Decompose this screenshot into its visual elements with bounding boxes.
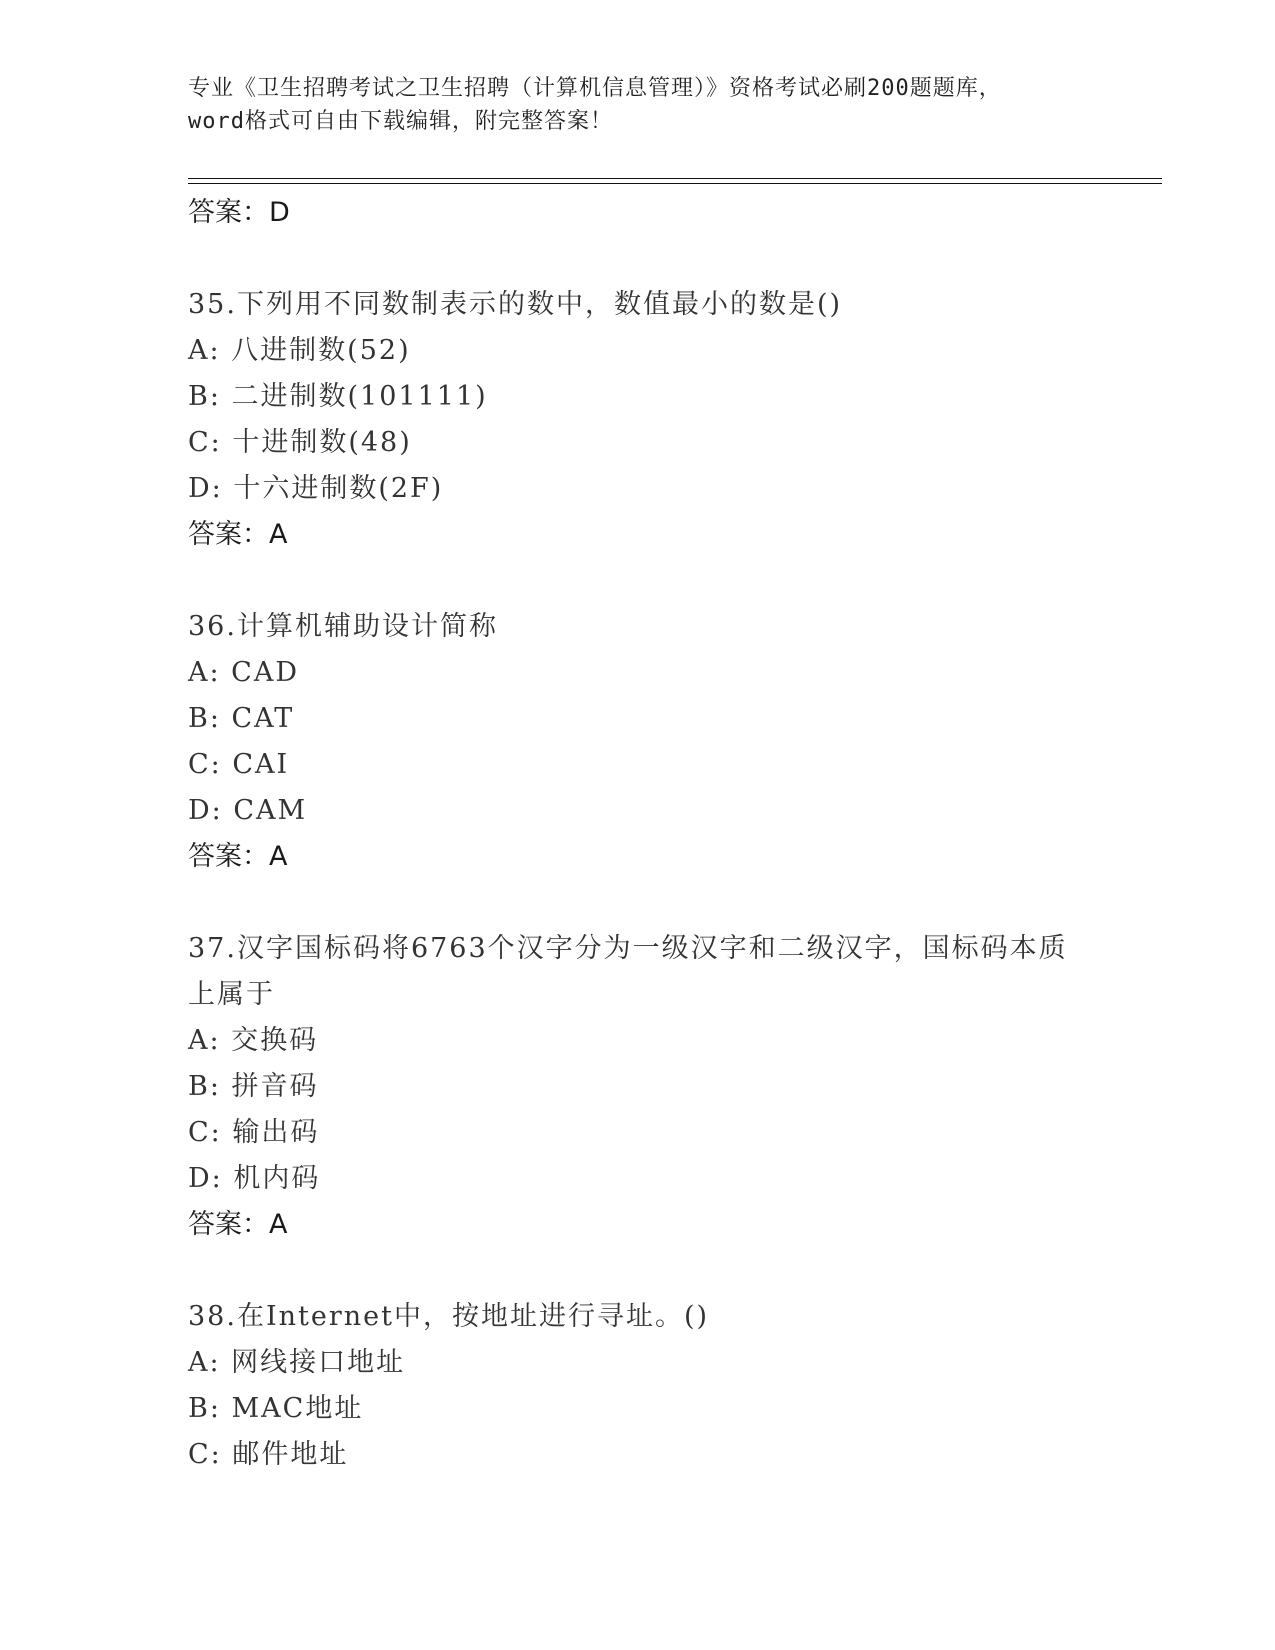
option-b: B: 拼音码 [188,1071,319,1102]
option-c: C: 十进制数(48) [188,427,412,458]
question-37 [188,926,1088,1248]
question-stem: 35.下列用不同数制表示的数中，数值最小的数是() [188,289,843,320]
question-38 [188,1294,1088,1478]
answer-line: 答案：D [188,197,290,228]
question-36 [188,604,1088,880]
option-c: C: 邮件地址 [188,1439,349,1470]
option-a: A: 交换码 [188,1025,319,1056]
question-stem: 37.汉字国标码将6763个汉字分为一级汉字和二级汉字，国标码本质上属于 [188,933,1068,1010]
option-d: D: 十六进制数(2F) [188,473,444,504]
option-a: A: 网线接口地址 [188,1347,406,1378]
option-b: B: 二进制数(101111) [188,381,488,412]
option-a: A: CAD [188,657,299,688]
option-a: A: 八进制数(52) [188,335,411,366]
option-d: D: 机内码 [188,1163,321,1194]
question-stem: 38.在Internet中，按地址进行寻址。() [188,1301,710,1332]
question-stem: 36.计算机辅助设计简称 [188,611,498,642]
question-list [188,190,1088,1478]
answer-line: 答案：A [188,519,288,550]
option-c: C: CAI [188,749,290,780]
option-d: D: CAM [188,795,308,826]
header-line-2: word格式可自由下载编辑，附完整答案！ [188,109,613,134]
header-line-1: 专业《卫生招聘考试之卫生招聘（计算机信息管理）》资格考试必刷200题题库， [188,76,1002,101]
option-b: B: MAC地址 [188,1393,364,1424]
question-35 [188,282,1088,558]
header-divider-bottom [188,183,1162,184]
answer-line: 答案：A [188,841,288,872]
answer-line: 答案：A [188,1209,288,1240]
option-c: C: 输出码 [188,1117,320,1148]
document-header [188,72,1088,138]
header-divider-top [188,178,1162,179]
option-b: B: CAT [188,703,295,734]
